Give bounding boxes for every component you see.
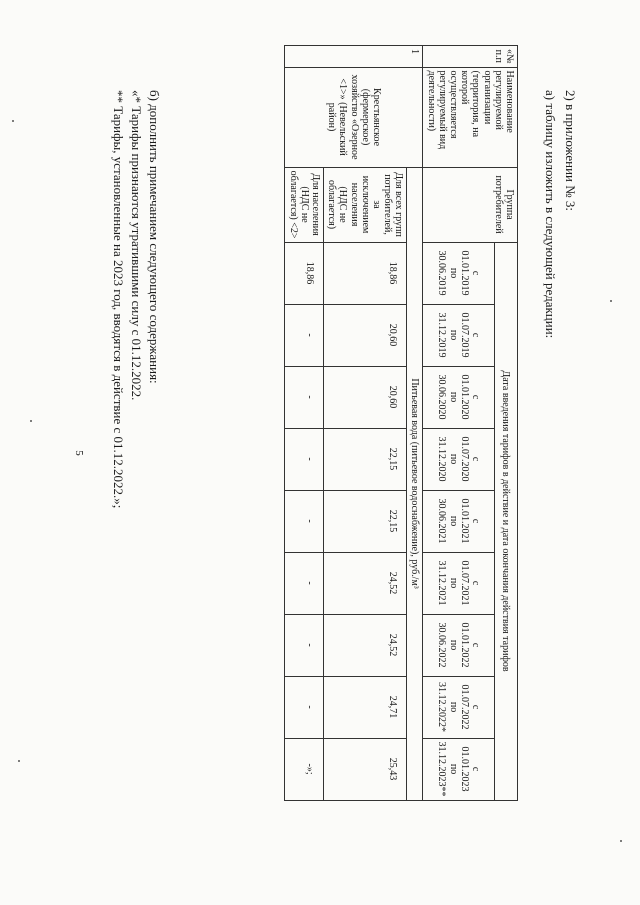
tariff-value: - (285, 676, 324, 738)
tariff-table (284, 45, 518, 801)
tariff-value: 22,15 (324, 490, 407, 552)
tariff-value: - (285, 366, 324, 428)
tariff-value: - (285, 552, 324, 614)
consumer-group-cell: Для населения (НДС не облагается) <2> (285, 167, 324, 242)
rotated-content (20, 40, 580, 880)
section-title: Питьевая вода (питьевое водоснабжение), руб./м³ (407, 167, 423, 800)
tariff-value: 24,52 (324, 614, 407, 676)
period-header: с 01.07.2019 по 31.12.2019 (423, 304, 494, 366)
header-dates: Дата введения тарифов в действие и дата окончания действия тарифов (494, 242, 517, 800)
tariff-value: - (285, 614, 324, 676)
sub-a-text: а) таблицу изложить в следующей редакции: (543, 90, 558, 339)
tariff-value: 20,60 (324, 366, 407, 428)
page-number: 5 (72, 450, 85, 456)
note-1: «* Тарифы признаются утратившими силу с 01.12.2022. (129, 90, 144, 401)
period-header: с 01.07.2022 по 31.12.2022* (423, 676, 494, 738)
note-2: ** Тарифы, установленные на 2023 год, вводятся в действие с 01.12.2022.»; (111, 90, 126, 509)
header-consumer-group: Группа потребителей (423, 167, 518, 242)
tariff-value: 20,60 (324, 304, 407, 366)
period-header: с 01.01.2020 по 30.06.2020 (423, 366, 494, 428)
header-number: «№ п.п (423, 46, 518, 68)
scan-speck (30, 420, 32, 422)
tariff-table-wrap (284, 45, 518, 801)
tariff-value: -»; (285, 738, 324, 800)
tariff-value: - (285, 428, 324, 490)
scan-speck (12, 120, 14, 122)
tariff-value: 24,71 (324, 676, 407, 738)
tariff-value: - (285, 490, 324, 552)
tariff-value: 18,86 (324, 242, 407, 304)
sub-b-text: б) дополнить примечанием следующего содержания: (147, 90, 162, 384)
period-header: с 01.01.2021 по 30.06.2021 (423, 490, 494, 552)
tariff-value: 22,15 (324, 428, 407, 490)
consumer-group-cell: Для всех групп потребителей, за исключением населения (НДС не облагается) (324, 167, 407, 242)
row-number: 1 (285, 46, 423, 68)
period-header: с 01.07.2020 по 31.12.2020 (423, 428, 494, 490)
period-header: с 01.01.2019 по 30.06.2019 (423, 242, 494, 304)
period-header: с 01.01.2023 по 31.12.2023** (423, 738, 494, 800)
header-organization: Наименование регулируемой организации (территория, на которой осуществляется регулируемый вид деятельности) (423, 67, 518, 167)
period-header: с 01.07.2021 по 31.12.2021 (423, 552, 494, 614)
scan-speck (620, 840, 622, 842)
scan-speck (18, 760, 20, 762)
tariff-value: 18,86 (285, 242, 324, 304)
tariff-value: 25,43 (324, 738, 407, 800)
organization-cell: Крестьянское (фермерское) хозяйство «Озерное <1>» (Невельский район) (285, 67, 423, 167)
tariff-value: 24,52 (324, 552, 407, 614)
period-header: с 01.01.2022 по 30.06.2022 (423, 614, 494, 676)
intro-text: 2) в приложении № 3: (563, 90, 578, 212)
tariff-value: - (285, 304, 324, 366)
scan-speck (610, 300, 612, 302)
